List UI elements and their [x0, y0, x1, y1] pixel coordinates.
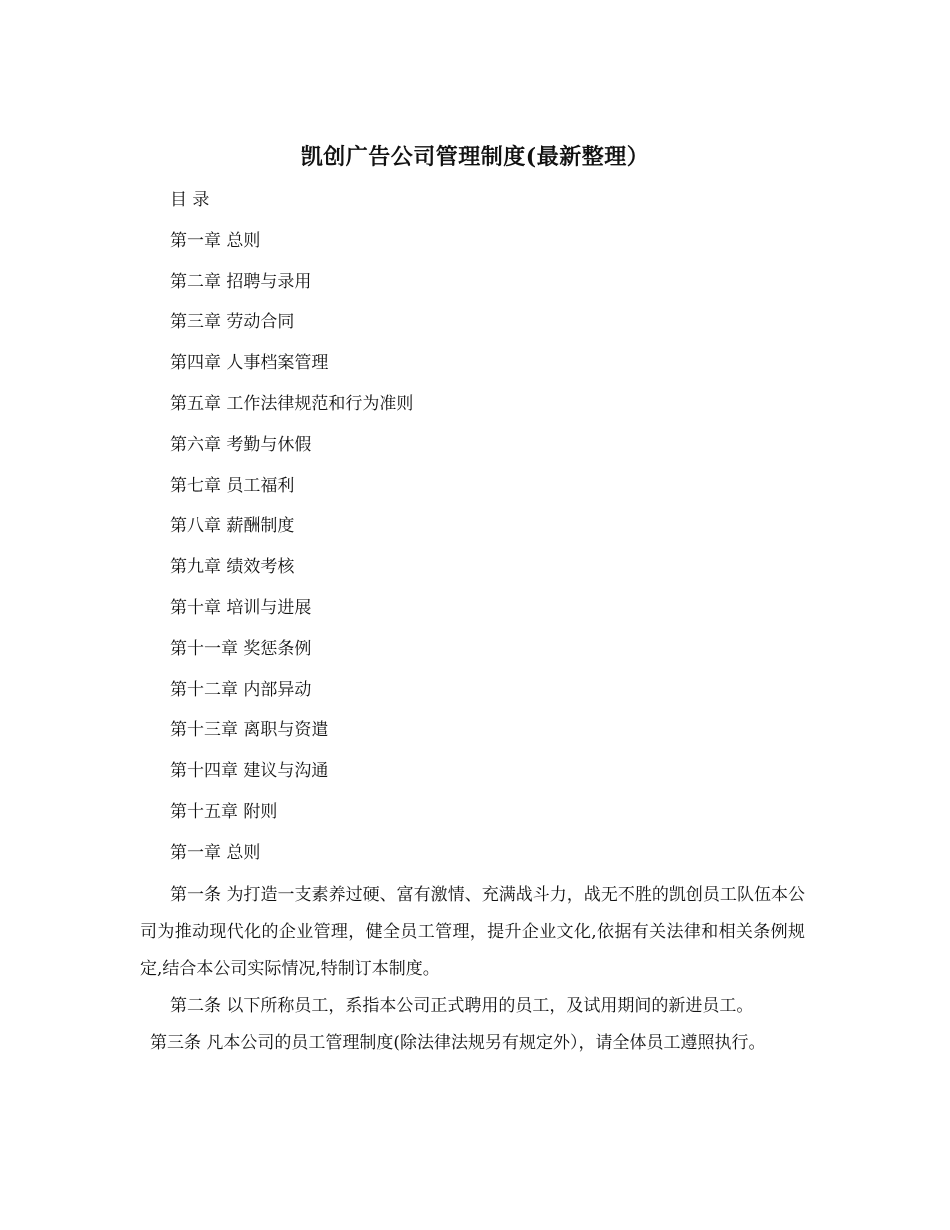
article-paragraph: 第一条 为打造一支素养过硬、富有激情、充满战斗力，战无不胜的凯创员工队伍本公司为推动现代化的企业管理，健全员工管理，提升企业文化,依据有关法律和相关条例规定,结合本公司实际情况,特制订本制度。	[140, 885, 805, 979]
toc-item: 第十三章 离职与资遣	[170, 720, 329, 741]
toc-item: 第三章 劳动合同	[170, 312, 295, 333]
toc-item: 第十五章 附则	[170, 801, 278, 822]
toc-item: 第四章 人事档案管理	[170, 353, 329, 374]
toc-heading: 目 录	[170, 190, 210, 210]
toc-item: 第十四章 建议与沟通	[170, 761, 329, 782]
toc-item: 第八章 薪酬制度	[170, 516, 295, 537]
toc-item: 第十二章 内部异动	[170, 679, 312, 700]
article-paragraph: 第二条 以下所称员工，系指本公司正式聘用的员工，及试用期间的新进员工。	[170, 996, 754, 1016]
article-paragraph: 第三条 凡本公司的员工管理制度(除法律法规另有规定外），请全体员工遵照执行。	[150, 1033, 766, 1053]
toc-item: 第二章 招聘与录用	[170, 271, 312, 292]
toc-item: 第六章 考勤与休假	[170, 434, 312, 455]
toc-item: 第十一章 奖惩条例	[170, 638, 312, 659]
toc-item: 第五章 工作法律规范和行为准则	[170, 393, 414, 414]
toc-item: 第九章 绩效考核	[170, 557, 295, 578]
document-title: 凯创广告公司管理制度(最新整理）	[300, 144, 650, 170]
toc-item: 第十章 培训与进展	[170, 597, 312, 618]
table-of-contents	[170, 186, 810, 880]
toc-item: 第七章 员工福利	[170, 475, 295, 496]
toc-item: 第一章 总则	[170, 230, 261, 251]
document-body	[140, 877, 805, 1062]
chapter-heading: 第一章 总则	[170, 842, 261, 863]
